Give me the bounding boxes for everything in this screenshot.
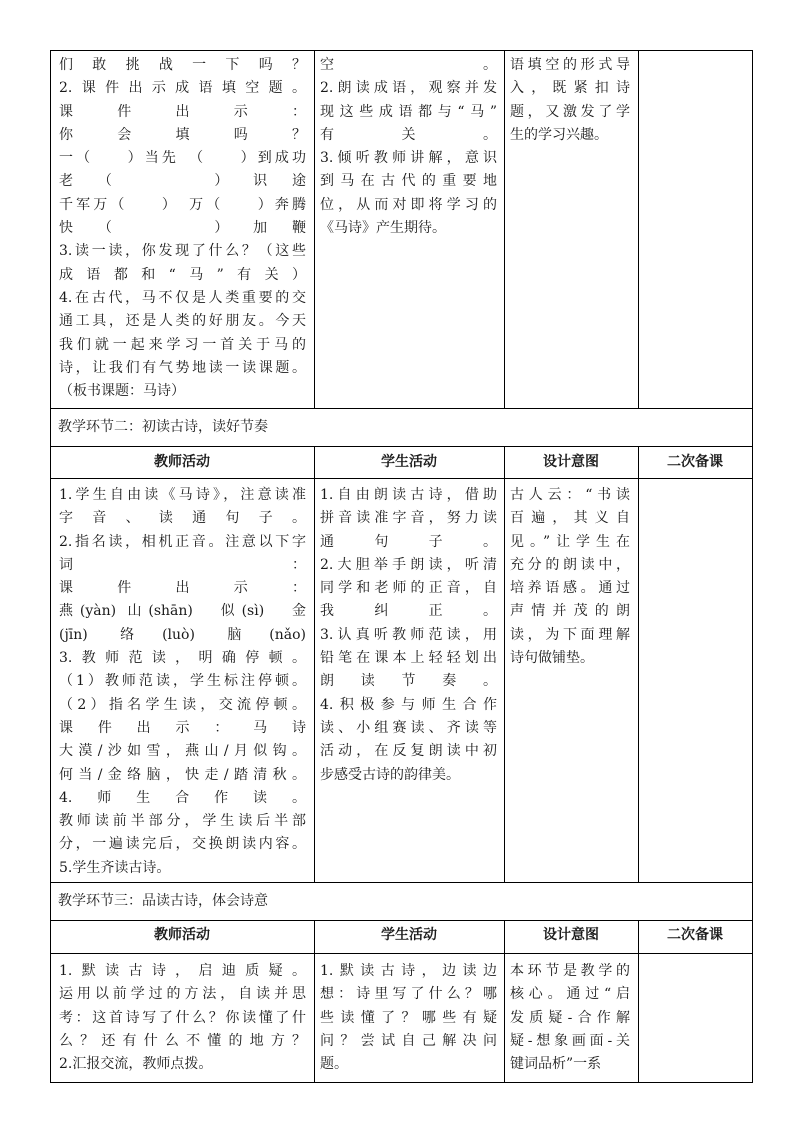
text-line: 朗读节奏。 bbox=[320, 673, 497, 690]
text-line: 题，又激发了学 bbox=[510, 103, 630, 120]
col-divider-2b bbox=[504, 446, 505, 882]
text-line: 燕(yàn) 山(shān) 似(sì) 金 bbox=[59, 603, 306, 620]
text-line: 百遍，其义自 bbox=[510, 510, 630, 527]
text-line: 通工具，还是人类的好朋友。今天 bbox=[59, 313, 306, 330]
text-line: 读、小组赛读、齐读等 bbox=[320, 719, 497, 736]
text-line: 们敢挑战一下吗？ bbox=[59, 57, 306, 73]
text-line: 步感受古诗的韵律美。 bbox=[320, 766, 460, 783]
text-line: 5.学生齐读古诗。 bbox=[59, 859, 171, 876]
border-section3-header-bottom bbox=[50, 953, 753, 954]
text-line: 2.汇报交流，教师点拨。 bbox=[59, 1056, 213, 1073]
text-line: 字音、读通句子。 bbox=[59, 510, 306, 527]
text-line: 些读懂了？哪些有疑 bbox=[320, 1009, 497, 1026]
text-line: 问？尝试自己解决问 bbox=[320, 1032, 497, 1049]
text-line: 3.教师范读，明确停顿。 bbox=[59, 650, 306, 667]
text-line: 铅笔在课本上轻轻划出 bbox=[320, 650, 497, 667]
text-line: 词： bbox=[59, 556, 306, 573]
s3-design-intent bbox=[506, 960, 634, 1076]
text-line: （2）指名学生读，交流停顿。 bbox=[59, 696, 306, 713]
text-line: 1.自由朗读古诗，借助 bbox=[320, 487, 497, 503]
text-line: 活动，在反复朗读中初 bbox=[320, 743, 497, 760]
text-line: 空。 bbox=[320, 57, 497, 73]
border-top bbox=[50, 50, 753, 51]
text-line: （板书课题：马诗） bbox=[59, 383, 185, 400]
col-divider-2a bbox=[504, 50, 505, 408]
text-line: 通句子。 bbox=[320, 533, 497, 550]
s3-header-revision: 二次备课 bbox=[667, 927, 723, 943]
text-line: 4.师生合作读。 bbox=[59, 789, 306, 806]
text-line: 2.大胆举手朗读，听清 bbox=[320, 556, 497, 573]
text-line: 键词品析”一系 bbox=[510, 1056, 602, 1073]
text-line: 一（ ）当先 （ ）到成功 bbox=[59, 150, 306, 167]
text-line: 生的学习兴趣。 bbox=[510, 126, 608, 143]
section-2-title: 教学环节二：初读古诗，读好节奏 bbox=[58, 419, 268, 435]
text-line: 本环节是教学的 bbox=[510, 963, 630, 979]
text-line: 4.在古代，马不仅是人类重要的交 bbox=[59, 289, 306, 306]
s3-header-student: 学生活动 bbox=[381, 927, 437, 943]
s2-header-revision: 二次备课 bbox=[667, 454, 723, 470]
text-line: 《马诗》产生期待。 bbox=[320, 220, 446, 237]
text-line: 大漠/沙如雪，燕山/月似钩。 bbox=[59, 743, 306, 760]
s2-header-design: 设计意图 bbox=[543, 454, 599, 470]
s2-teacher-activity bbox=[55, 484, 312, 880]
text-line: 诗，让我们有气势地读一读课题。 bbox=[59, 359, 306, 376]
text-line: 2.指名读，相机正音。注意以下字 bbox=[59, 533, 306, 550]
text-line: 2.朗读成语，观察并发 bbox=[320, 80, 497, 97]
text-line: 教师读前半部分，学生读后半部 bbox=[59, 813, 306, 830]
text-line: 古人云：“书读 bbox=[510, 487, 630, 503]
text-line: 发质疑-合作解 bbox=[510, 1009, 630, 1026]
s3-teacher-activity bbox=[55, 960, 312, 1076]
text-line: 想：诗里写了什么？哪 bbox=[320, 986, 497, 1003]
text-line: 同学和老师的正音，自 bbox=[320, 580, 497, 597]
text-line: 诗句做铺垫。 bbox=[510, 650, 594, 667]
text-line: 3.读一读，你发现了什么？（这些 bbox=[59, 243, 306, 260]
s2-design-intent bbox=[506, 484, 634, 670]
s3-student-activity bbox=[316, 960, 501, 1076]
text-line: 培养语感。通过 bbox=[510, 580, 630, 597]
text-line: 1.学生自由读《马诗》，注意读准 bbox=[59, 487, 306, 503]
border-section2-header-top bbox=[50, 446, 753, 447]
text-line: 声情并茂的朗 bbox=[510, 603, 630, 620]
border-section2-header-bottom bbox=[50, 478, 753, 479]
text-line: 语填空的形式导 bbox=[510, 57, 630, 73]
border-section3-top bbox=[50, 882, 753, 883]
text-line: 见。”让学生在 bbox=[510, 533, 630, 550]
text-line: 入，既紧扣诗 bbox=[510, 80, 630, 97]
s2-header-teacher: 教师活动 bbox=[154, 454, 210, 470]
text-line: 1.默读古诗，启迪质疑。 bbox=[59, 963, 306, 979]
text-line: 3.认真听教师范读，用 bbox=[320, 626, 497, 643]
text-line: 么？还有什么不懂的地方？ bbox=[59, 1032, 306, 1049]
text-line: 题。 bbox=[320, 1056, 348, 1073]
section-3-title: 教学环节三：品读古诗，体会诗意 bbox=[58, 893, 268, 909]
t1-design-intent bbox=[506, 54, 634, 147]
t1-teacher-activity bbox=[55, 54, 312, 403]
text-line: 课件出示：马诗 bbox=[59, 719, 306, 736]
text-line: 位，从而对即将学习的 bbox=[320, 196, 497, 213]
text-line: 何当/金络脑，快走/踏清秋。 bbox=[59, 766, 306, 783]
text-line: 疑-想象画面-关 bbox=[510, 1032, 630, 1049]
text-line: 运用以前学过的方法，自读并思 bbox=[59, 986, 306, 1003]
border-bottom bbox=[50, 1082, 753, 1083]
col-divider-3c bbox=[638, 920, 639, 1082]
col-divider-3b bbox=[638, 446, 639, 882]
t1-student-activity bbox=[316, 54, 501, 240]
text-line: 核心。通过“启 bbox=[510, 986, 630, 1003]
border-section2-top bbox=[50, 408, 753, 409]
border-left bbox=[50, 50, 51, 1083]
col-divider-1a bbox=[314, 50, 315, 408]
text-line: 我们就一起来学习一首关于马的 bbox=[59, 336, 306, 353]
border-section3-header-top bbox=[50, 920, 753, 921]
text-line: 读，为下面理解 bbox=[510, 626, 630, 643]
col-divider-3a bbox=[638, 50, 639, 408]
col-divider-1b bbox=[314, 446, 315, 882]
text-line: 我纠正。 bbox=[320, 603, 497, 620]
text-line: 课件出示： bbox=[59, 103, 306, 120]
text-line: 现这些成语都与“马” bbox=[320, 103, 497, 120]
text-line: 考：这首诗写了什么？你读懂了什 bbox=[59, 1009, 306, 1026]
text-line: 2.课件出示成语填空题。 bbox=[59, 80, 306, 97]
text-line: 你会填吗？ bbox=[59, 126, 306, 143]
s3-header-design: 设计意图 bbox=[543, 927, 599, 943]
text-line: 拼音读准字音，努力读 bbox=[320, 510, 497, 527]
s2-header-student: 学生活动 bbox=[381, 454, 437, 470]
text-line: 到马在古代的重要地 bbox=[320, 173, 497, 190]
border-right bbox=[752, 50, 753, 1083]
s2-student-activity bbox=[316, 484, 501, 787]
text-line: 充分的朗读中， bbox=[510, 556, 630, 573]
text-line: 分，一遍读完后，交换朗读内容。 bbox=[59, 836, 306, 853]
text-line: 4.积极参与师生合作 bbox=[320, 696, 497, 713]
text-line: 成语都和“马”有关） bbox=[59, 266, 306, 283]
s3-header-teacher: 教师活动 bbox=[154, 927, 210, 943]
text-line: 老（ ）识途 bbox=[59, 173, 306, 190]
col-divider-2c bbox=[504, 920, 505, 1082]
text-line: 3.倾听教师讲解，意识 bbox=[320, 150, 497, 167]
text-line: 千军万（ ） 万（ ）奔腾 bbox=[59, 196, 306, 213]
text-line: (jīn) 络(luò) 脑(nǎo) bbox=[59, 626, 306, 643]
text-line: 快（ ）加鞭 bbox=[59, 220, 306, 237]
text-line: 1.默读古诗，边读边 bbox=[320, 963, 497, 979]
text-line: 课件出示： bbox=[59, 580, 306, 597]
col-divider-1c bbox=[314, 920, 315, 1082]
text-line: （1）教师范读，学生标注停顿。 bbox=[59, 673, 306, 690]
text-line: 有关。 bbox=[320, 126, 497, 143]
